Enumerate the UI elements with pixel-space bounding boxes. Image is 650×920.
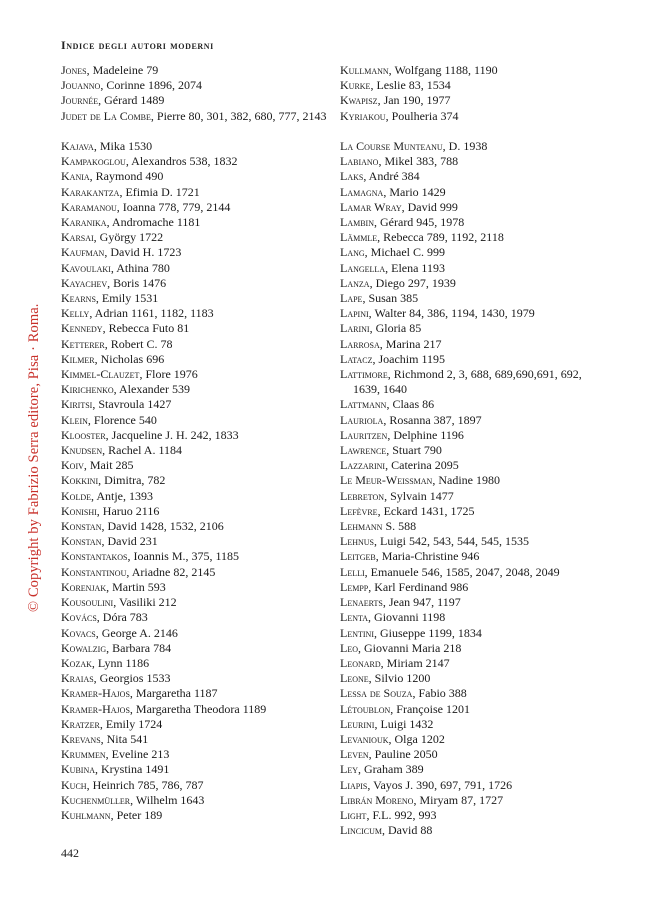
author-surname: Le Meur-Weissman xyxy=(340,473,433,488)
index-entry xyxy=(61,382,331,397)
index-entry xyxy=(61,154,331,169)
index-entry xyxy=(61,504,331,519)
author-surname: Konstantakos xyxy=(61,549,128,564)
author-references: , Ioanna 778, 779, 2144 xyxy=(116,199,231,214)
author-surname: Kayachev xyxy=(61,275,108,290)
index-entry xyxy=(61,793,331,808)
author-surname: Levaniouk xyxy=(340,731,389,746)
author-surname: Kovács xyxy=(61,610,97,625)
index-entry xyxy=(61,626,331,641)
index-entry xyxy=(340,352,602,367)
author-surname: Kelly xyxy=(61,306,90,321)
index-entry xyxy=(61,321,331,336)
author-references: , Richmond 2, 3, 688, 689,690,691, 692, 1639, 1640 xyxy=(353,367,582,397)
index-entry xyxy=(61,291,331,306)
author-references: , Stuart 790 xyxy=(386,443,442,458)
author-surname: Karanika xyxy=(61,215,107,230)
index-entry xyxy=(61,747,331,762)
author-surname: Lincicum xyxy=(340,823,382,838)
author-surname: Kaufman xyxy=(61,245,105,260)
index-entry xyxy=(340,185,602,200)
index-entry xyxy=(340,78,602,93)
author-references: , Jan 190, 1977 xyxy=(377,93,451,108)
index-entry xyxy=(61,397,331,412)
author-surname: Jouanno xyxy=(61,78,101,93)
index-entry xyxy=(61,519,331,534)
index-entry xyxy=(61,245,331,260)
author-references: , Miriam 2147 xyxy=(380,655,450,670)
index-entry xyxy=(61,93,331,108)
author-surname: Kilmer xyxy=(61,351,95,366)
index-entry xyxy=(340,808,602,823)
author-references: , David 231 xyxy=(101,534,158,549)
author-references: , D. 1938 xyxy=(442,139,488,153)
author-surname: Korenjak xyxy=(61,579,107,594)
author-surname: Latacz xyxy=(340,351,373,366)
author-references: , Eckard 1431, 1725 xyxy=(377,503,475,518)
author-surname: Lambin xyxy=(340,215,374,230)
author-references: , Athina 780 xyxy=(110,260,170,275)
author-references: , Margaretha 1187 xyxy=(129,686,218,701)
author-surname: Lelli xyxy=(340,564,365,579)
index-entry xyxy=(61,565,331,580)
author-references: , Delphine 1196 xyxy=(387,427,464,442)
author-surname: Lauriola xyxy=(340,412,384,427)
author-surname: Kozak xyxy=(61,655,92,670)
author-references: , Madeleine 79 xyxy=(86,63,159,77)
author-surname: Kania xyxy=(61,169,90,184)
copyright-notice: © Copyright by Fabrizio Serra editore, Pisa · Roma. xyxy=(26,303,42,612)
index-entry xyxy=(340,169,602,184)
author-surname: Lehmann xyxy=(340,519,383,534)
author-references: , Gérard 945, 1978 xyxy=(374,215,465,230)
author-surname: Konstan xyxy=(61,519,102,534)
author-references: , Gloria 85 xyxy=(369,321,422,336)
index-entry xyxy=(61,458,331,473)
index-entry xyxy=(340,337,602,352)
author-references: , Sylvain 1477 xyxy=(384,488,454,503)
author-surname: Lefèvre xyxy=(340,503,378,518)
index-entry xyxy=(61,534,331,549)
index-entry xyxy=(61,473,331,488)
index-entry xyxy=(61,778,331,793)
index-entry xyxy=(340,443,602,458)
author-surname: Kousoulini xyxy=(61,595,114,610)
author-references: , Raymond 490 xyxy=(89,169,164,184)
author-references: , Emily 1724 xyxy=(99,716,163,731)
author-surname: Koiv xyxy=(61,458,84,473)
author-references: , Elena 1193 xyxy=(385,260,445,275)
author-surname: Karamanou xyxy=(61,199,117,214)
author-references: , Dimitra, 782 xyxy=(98,473,166,488)
author-surname: Kokkini xyxy=(61,473,99,488)
author-surname: Lenaerts xyxy=(340,595,383,610)
index-entry xyxy=(340,702,602,717)
author-references: S. 588 xyxy=(382,519,417,534)
index-entry xyxy=(61,656,331,671)
index-entry xyxy=(340,154,602,169)
index-entry xyxy=(340,428,602,443)
index-column-right xyxy=(340,63,602,838)
author-references: , Graham 389 xyxy=(358,762,424,777)
author-surname: Karakantza xyxy=(61,184,120,199)
index-entry xyxy=(340,610,602,625)
author-surname: Lebreton xyxy=(340,488,385,503)
author-references: , Nita 541 xyxy=(100,731,149,746)
author-references: , Michael C. 999 xyxy=(364,245,445,260)
author-references: , György 1722 xyxy=(93,230,164,245)
author-surname: Lang xyxy=(340,245,365,260)
index-entry xyxy=(61,413,331,428)
author-references: , Susan 385 xyxy=(362,291,419,306)
author-surname: Light xyxy=(340,807,367,822)
author-references: , Jean 947, 1197 xyxy=(382,595,461,610)
author-references: , Antje, 1393 xyxy=(91,488,153,503)
index-entry xyxy=(340,321,602,336)
index-entry xyxy=(61,261,331,276)
author-references: , Caterina 2095 xyxy=(385,458,459,473)
index-entry xyxy=(340,63,602,78)
author-surname: Kramer-Hajos xyxy=(61,701,130,716)
author-surname: Leven xyxy=(340,747,369,762)
author-references: , Mikel 383, 788 xyxy=(378,154,459,169)
index-entry xyxy=(61,169,331,184)
author-surname: Lape xyxy=(340,291,363,306)
author-surname: Lamagna xyxy=(340,184,384,199)
author-references: , Gérard 1489 xyxy=(98,93,165,108)
author-references: , Andromache 1181 xyxy=(106,215,201,230)
author-references: , David H. 1723 xyxy=(104,245,182,260)
author-surname: Karsai xyxy=(61,230,94,245)
index-entry xyxy=(61,686,331,701)
author-surname: Kurke xyxy=(340,78,371,93)
author-references: , Dóra 783 xyxy=(96,610,148,625)
author-references: , Luigi 542, 543, 544, 545, 1535 xyxy=(374,534,529,549)
author-references: , Alexander 539 xyxy=(113,382,190,397)
index-entry xyxy=(340,200,602,215)
author-references: , Ariadne 82, 2145 xyxy=(126,564,216,579)
index-entry xyxy=(61,367,331,382)
author-surname: Leonard xyxy=(340,655,381,670)
author-references: , Emily 1531 xyxy=(95,291,159,306)
author-references: , Karl Ferdinand 986 xyxy=(368,579,469,594)
author-surname: Kavoulaki xyxy=(61,260,111,275)
author-surname: Laks xyxy=(340,169,364,184)
index-entry xyxy=(340,565,602,580)
author-surname: Lanza xyxy=(340,275,370,290)
author-references: , Georgios 1533 xyxy=(93,671,171,686)
author-references: , Mario 1429 xyxy=(383,184,446,199)
author-references: , David 999 xyxy=(401,199,458,214)
author-references: , Leslie 83, 1534 xyxy=(370,78,451,93)
author-surname: Lapini xyxy=(340,306,369,321)
author-references: , Margaretha Theodora 1189 xyxy=(129,701,267,716)
author-surname: Lämmle xyxy=(340,230,378,245)
author-surname: Kuchenmüller xyxy=(61,792,131,807)
author-surname: Leo xyxy=(340,640,358,655)
index-entry xyxy=(340,793,602,808)
index-entry xyxy=(340,230,602,245)
index-entry xyxy=(340,93,602,108)
author-references: , Silvio 1200 xyxy=(368,671,431,686)
author-references: , Florence 540 xyxy=(87,412,157,427)
index-entry xyxy=(61,230,331,245)
author-references: , Maria-Christine 946 xyxy=(375,549,480,564)
author-references: , Walter 84, 386, 1194, 1430, 1979 xyxy=(368,306,535,321)
index-entry xyxy=(61,200,331,215)
index-column-left xyxy=(61,63,331,823)
index-entry xyxy=(340,656,602,671)
author-references: , Poulheria 374 xyxy=(385,108,459,123)
author-references: , Rebecca Futo 81 xyxy=(102,321,190,336)
index-entry xyxy=(340,473,602,488)
author-references: , Eveline 213 xyxy=(105,747,170,762)
author-references: , Giovanni Maria 218 xyxy=(358,640,462,655)
author-references: , Rebecca 789, 1192, 2118 xyxy=(377,230,504,245)
page-heading: Indice degli autori moderni xyxy=(61,38,214,52)
author-references: , Mika 1530 xyxy=(93,139,153,153)
author-references: , Marina 217 xyxy=(379,336,442,351)
index-entry xyxy=(340,489,602,504)
author-surname: Krevans xyxy=(61,731,101,746)
author-surname: Klooster xyxy=(61,427,106,442)
author-references: , Lynn 1186 xyxy=(91,655,150,670)
author-references: , Joachim 1195 xyxy=(372,351,446,366)
index-entry xyxy=(61,276,331,291)
index-entry xyxy=(61,671,331,686)
author-surname: Ketterer xyxy=(61,336,105,351)
index-entry xyxy=(61,306,331,321)
author-references: , Stavroula 1427 xyxy=(92,397,172,412)
author-references: , Pierre 80, 301, 382, 680, 777, 2143 xyxy=(150,108,327,123)
index-entry xyxy=(61,109,331,124)
author-surname: Kearns xyxy=(61,291,96,306)
index-entry xyxy=(340,823,602,838)
author-references: , Robert C. 78 xyxy=(104,336,173,351)
author-surname: Lempp xyxy=(340,579,369,594)
index-entry xyxy=(61,139,331,154)
page-number: 442 xyxy=(61,846,79,860)
index-entry xyxy=(340,413,602,428)
author-surname: Lauritzen xyxy=(340,427,388,442)
index-entry xyxy=(61,489,331,504)
author-surname: Konstantinou xyxy=(61,564,127,579)
index-entry xyxy=(340,519,602,534)
author-surname: Labiano xyxy=(340,154,379,169)
author-references: , Claas 86 xyxy=(386,397,435,412)
author-references: , Luigi 1432 xyxy=(374,716,434,731)
author-surname: Kennedy xyxy=(61,321,103,336)
author-surname: Lawrence xyxy=(340,443,387,458)
index-entry xyxy=(340,549,602,564)
author-surname: Lattimore xyxy=(340,367,388,382)
author-references: , Barbara 784 xyxy=(106,640,172,655)
author-surname: Kovacs xyxy=(61,625,96,640)
author-references: , Vasiliki 212 xyxy=(113,595,177,610)
author-references: , Efimia D. 1721 xyxy=(119,184,200,199)
author-surname: Lazzarini xyxy=(340,458,386,473)
index-entry xyxy=(61,337,331,352)
author-surname: Lenta xyxy=(340,610,369,625)
author-references: , Olga 1202 xyxy=(388,731,445,746)
author-surname: Kullmann xyxy=(340,63,389,77)
index-entry xyxy=(61,762,331,777)
author-references: , Giuseppe 1199, 1834 xyxy=(374,625,482,640)
author-surname: Konstan xyxy=(61,534,102,549)
author-references: , Emanuele 546, 1585, 2047, 2048, 2049 xyxy=(364,564,560,579)
author-surname: Larini xyxy=(340,321,370,336)
index-entry xyxy=(340,732,602,747)
index-entry xyxy=(340,458,602,473)
index-entry xyxy=(340,367,602,397)
author-surname: Jones xyxy=(61,63,87,77)
author-surname: Lehnus xyxy=(340,534,374,549)
author-surname: Lessa de Souza xyxy=(340,686,413,701)
author-references: , Rosanna 387, 1897 xyxy=(383,412,482,427)
author-surname: Krummen xyxy=(61,747,106,762)
author-surname: Journée xyxy=(61,93,99,108)
index-entry xyxy=(340,139,602,154)
author-surname: Klein xyxy=(61,412,88,427)
author-references: , Wilhelm 1643 xyxy=(130,792,205,807)
index-entry xyxy=(340,215,602,230)
index-entry xyxy=(340,580,602,595)
index-entry xyxy=(61,641,331,656)
author-references: , David 88 xyxy=(382,823,433,838)
author-surname: Kiritsi xyxy=(61,397,93,412)
author-references: , Krystina 1491 xyxy=(95,762,170,777)
author-surname: Lattmann xyxy=(340,397,387,412)
index-entry xyxy=(61,702,331,717)
author-references: , Wolfgang 1188, 1190 xyxy=(388,63,498,77)
author-references: , Fabio 388 xyxy=(412,686,467,701)
author-surname: Kubina xyxy=(61,762,95,777)
author-references: , Corinne 1896, 2074 xyxy=(100,78,203,93)
author-references: , F.L. 992, 993 xyxy=(366,807,437,822)
author-surname: Kimmel-Clauzet xyxy=(61,367,140,382)
index-entry xyxy=(340,261,602,276)
author-references: , Martin 593 xyxy=(106,579,166,594)
author-references: , André 384 xyxy=(363,169,420,184)
author-surname: Kratzer xyxy=(61,716,100,731)
index-entry xyxy=(61,610,331,625)
author-surname: Létoublon xyxy=(340,701,391,716)
author-references: , Haruo 2116 xyxy=(96,503,160,518)
author-references: , Pauline 2050 xyxy=(368,747,438,762)
author-surname: Kyriakou xyxy=(340,108,386,123)
author-surname: Liapis xyxy=(340,777,368,792)
author-surname: Leurini xyxy=(340,716,375,731)
index-entry xyxy=(340,276,602,291)
author-surname: Kuhlmann xyxy=(61,807,111,822)
index-entry xyxy=(340,397,602,412)
author-surname: Kramer-Hajos xyxy=(61,686,130,701)
index-entry xyxy=(340,641,602,656)
index-entry xyxy=(340,671,602,686)
author-references: , Vayos J. 390, 697, 791, 1726 xyxy=(367,777,513,792)
author-surname: Larrosa xyxy=(340,336,380,351)
author-surname: Kolde xyxy=(61,488,91,503)
author-surname: Lamar Wray xyxy=(340,199,402,214)
author-surname: Kajava xyxy=(61,139,94,153)
author-references: , Giovanni 1198 xyxy=(368,610,446,625)
author-surname: Kwapisz xyxy=(340,93,378,108)
author-references: , Heinrich 785, 786, 787 xyxy=(86,777,204,792)
index-entry xyxy=(61,428,331,443)
index-entry xyxy=(340,747,602,762)
author-references: , Adrian 1161, 1182, 1183 xyxy=(89,306,214,321)
index-entry xyxy=(340,245,602,260)
author-references: , Flore 1976 xyxy=(139,367,198,382)
author-references: , Nicholas 696 xyxy=(94,351,165,366)
author-surname: Kirichenko xyxy=(61,382,114,397)
index-entry xyxy=(61,63,331,78)
index-entry xyxy=(61,215,331,230)
author-surname: Konishi xyxy=(61,503,97,518)
index-entry xyxy=(61,78,331,93)
author-references: , David 1428, 1532, 2106 xyxy=(101,519,224,534)
index-entry xyxy=(340,534,602,549)
index-entry xyxy=(61,580,331,595)
author-surname: Ley xyxy=(340,762,358,777)
index-entry xyxy=(340,717,602,732)
index-entry xyxy=(340,504,602,519)
author-surname: Knudsen xyxy=(61,443,103,458)
index-entry xyxy=(340,595,602,610)
author-references: , Diego 297, 1939 xyxy=(369,275,456,290)
author-surname: Lentini xyxy=(340,625,374,640)
author-references: , Françoise 1201 xyxy=(390,701,470,716)
author-references: , Ioannis M., 375, 1185 xyxy=(127,549,240,564)
index-entry xyxy=(340,306,602,321)
index-entry xyxy=(61,732,331,747)
author-surname: Langella xyxy=(340,260,386,275)
index-entry xyxy=(340,626,602,641)
author-references: , Peter 189 xyxy=(110,807,163,822)
index-entry xyxy=(61,185,331,200)
index-entry xyxy=(61,352,331,367)
author-references: , Mait 285 xyxy=(83,458,134,473)
author-references: , Alexandros 538, 1832 xyxy=(125,154,238,169)
author-surname: La Course Munteanu xyxy=(340,139,443,153)
index-entry xyxy=(61,717,331,732)
author-references: , Miryam 87, 1727 xyxy=(413,792,504,807)
author-surname: Kowalzig xyxy=(61,640,107,655)
author-surname: Leitgeb xyxy=(340,549,376,564)
index-entry xyxy=(61,595,331,610)
index-entry xyxy=(340,109,602,124)
author-surname: Leone xyxy=(340,671,369,686)
index-entry xyxy=(340,778,602,793)
author-surname: Kampakoglou xyxy=(61,154,126,169)
author-references: , Nadine 1980 xyxy=(432,473,500,488)
author-surname: Kuch xyxy=(61,777,87,792)
author-surname: Librán Moreno xyxy=(340,792,414,807)
index-entry xyxy=(61,549,331,564)
author-references: , Boris 1476 xyxy=(107,275,167,290)
author-references: , Rachel A. 1184 xyxy=(102,443,182,458)
index-entry xyxy=(340,762,602,777)
author-surname: Judet de La Combe xyxy=(61,108,151,123)
index-entry xyxy=(61,443,331,458)
index-entry xyxy=(340,686,602,701)
index-entry xyxy=(340,291,602,306)
author-surname: Kraias xyxy=(61,671,94,686)
author-references: , George A. 2146 xyxy=(95,625,178,640)
index-entry xyxy=(61,808,331,823)
author-references: , Jacqueline J. H. 242, 1833 xyxy=(105,427,239,442)
